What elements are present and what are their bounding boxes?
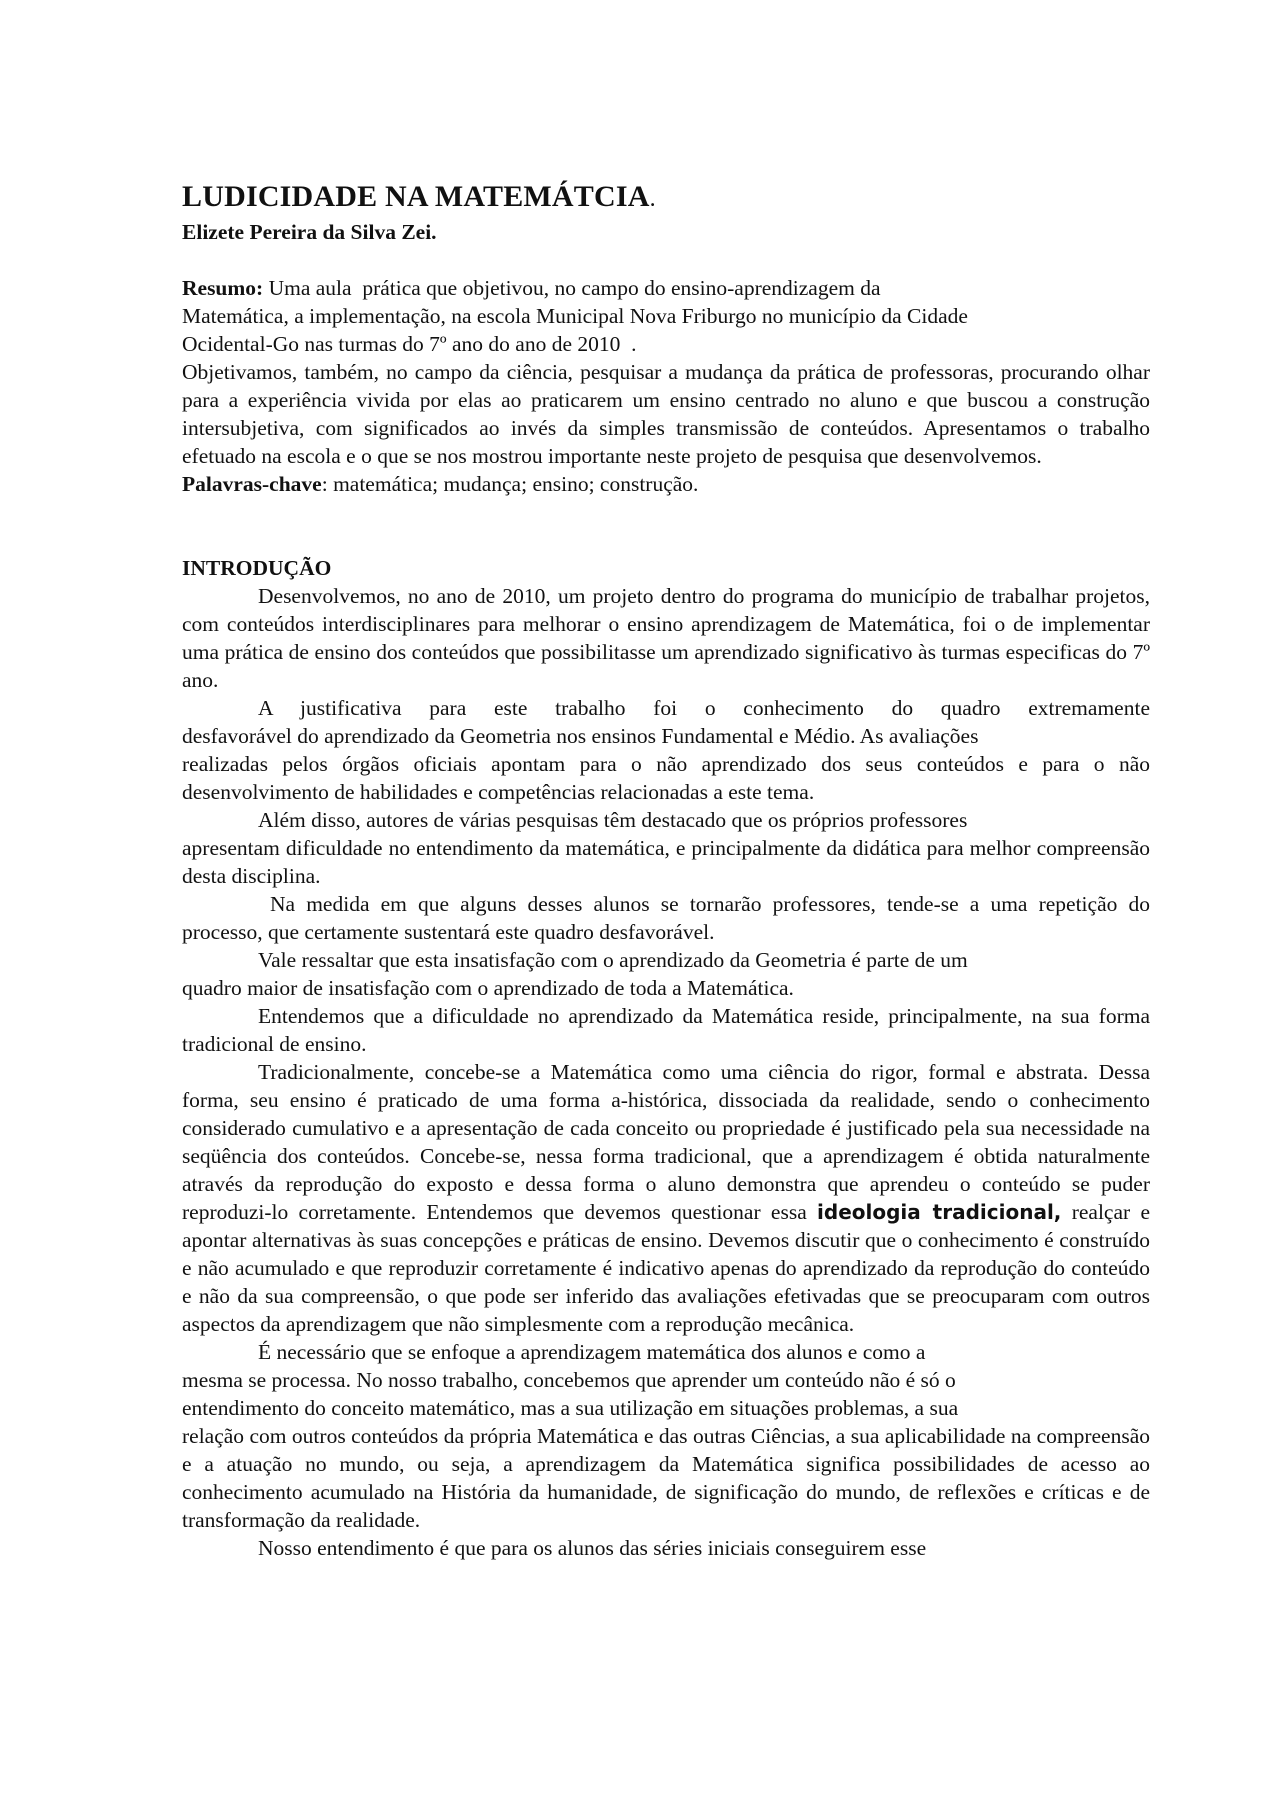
intro-paragraph-5-line-2: quadro maior de insatisfação com o aprendizado de toda a Matemática. <box>182 976 794 1000</box>
intro-paragraph-2-line-2: desfavorável do aprendizado da Geometria nos ensinos Fundamental e Médio. As avaliações <box>182 724 979 748</box>
document-page <box>182 178 1150 1562</box>
introduction-heading: INTRODUÇÃO <box>182 556 332 580</box>
intro-paragraph-4: Na medida em que alguns desses alunos se tornarão professores, tende-se a uma repetição do processo, que certamente sustentará este quadro desfavorável. <box>182 892 1150 944</box>
intro-paragraph-7-part-b: realçar e apontar alternativas às suas concepções e práticas de ensino. Devemos discutir que o conhecimento é construído e não acumulado e que reproduzir corretamente é indicativo apenas do aprendizado da reprodução do conteúdo e não da sua compreensão, o que pode ser inferido das avaliações efetivadas que se preocuparam com outros aspectos da aprendizagem que não simplesmente com a reprodução mecânica. <box>182 1200 1151 1336</box>
abstract-section <box>182 274 1150 498</box>
abstract-line-3: Ocidental-Go nas turmas do 7º ano do ano de 2010 . <box>182 332 637 356</box>
author-name: Elizete Pereira da Silva Zei. <box>182 220 437 244</box>
intro-paragraph-3-line-1: Além disso, autores de várias pesquisas têm destacado que os próprios professores <box>258 808 968 832</box>
abstract-line-1-text: Uma aula prática que objetivou, no campo do ensino-aprendizagem da <box>263 276 881 300</box>
intro-paragraph-8-line-3: entendimento do conceito matemático, mas a sua utilização em situações problemas, a sua <box>182 1396 959 1420</box>
abstract-line-1 <box>182 274 1150 302</box>
title-period: . <box>649 186 656 212</box>
keywords-text: : matemática; mudança; ensino; construção. <box>321 472 699 496</box>
intro-paragraph-3-rest: apresentam dificuldade no entendimento da matemática, e principalmente da didática para melhor compreensão desta disciplina. <box>182 836 1150 888</box>
intro-paragraph-9: Nosso entendimento é que para os alunos das séries iniciais conseguirem esse <box>258 1536 927 1560</box>
intro-paragraph-2-line-1: A justificativa para este trabalho foi o conhecimento do quadro extremamente <box>258 696 1150 720</box>
intro-paragraph-5-line-1: Vale ressaltar que esta insatisfação com o aprendizado da Geometria é parte de um <box>258 948 968 972</box>
abstract-line-2: Matemática, a implementação, na escola Municipal Nova Friburgo no município da Cidade <box>182 304 968 328</box>
intro-paragraph-6: Entendemos que a dificuldade no aprendizado da Matemática reside, principalmente, na sua forma tradicional de ensino. <box>182 1004 1150 1056</box>
intro-paragraph-8-line-1: É necessário que se enfoque a aprendizagem matemática dos alunos e como a <box>258 1340 926 1364</box>
intro-paragraph-7 <box>182 1058 1150 1338</box>
intro-paragraph-7-part-a: Tradicionalmente, concebe-se a Matemática como uma ciência do rigor, formal e abstrata. Dessa forma, seu ensino é praticado de uma forma a-histórica, dissociada da realidade, sendo o conhecimento considerado cumulativo e a apresentação de cada conceito ou propriedade é justificado pela sua necessidade na seqüência dos conteúdos. Concebe-se, nessa forma tradicional, que a aprendizagem é obtida naturalmente através da reprodução do exposto e dessa forma o aluno demonstra que aprendeu o conteúdo se puder reproduzi-lo corretamente. Entendemos que devemos questionar essa <box>182 1060 1150 1224</box>
keywords-label: Palavras-chave <box>182 472 322 496</box>
intro-paragraph-8-rest: relação com outros conteúdos da própria Matemática e das outras Ciências, a sua aplicabilidade na compreensão e a atuação no mundo, ou seja, a aprendizagem da Matemática significa possibilidades de acesso ao conhecimento acumulado na História da humanidade, de significação do mundo, de reflexões e críticas e de transformação da realidade. <box>182 1424 1150 1532</box>
intro-paragraph-1: Desenvolvemos, no ano de 2010, um projeto dentro do programa do município de trabalhar projetos, com conteúdos interdisciplinares para melhorar o ensino aprendizagem de Matemática, foi o de implementar uma prática de ensino dos conteúdos que possibilitasse um aprendizado significativo às turmas especificas do 7º ano. <box>182 584 1150 692</box>
intro-paragraph-8-line-2: mesma se processa. No nosso trabalho, concebemos que aprender um conteúdo não é só o <box>182 1368 956 1392</box>
abstract-paragraph-2: Objetivamos, também, no campo da ciência, pesquisar a mudança da prática de professoras, procurando olhar para a experiência vivida por elas ao praticarem um ensino centrado no aluno e que buscou a construção intersubjetiva, com significados ao invés da simples transmissão de conteúdos. Apresentamos o trabalho efetuado na escola e o que se nos mostrou importante neste projeto de pesquisa que desenvolvemos. <box>182 360 1150 468</box>
keywords <box>182 470 1150 498</box>
document-title: LUDICIDADE NA MATEMÁTCIA. <box>182 180 656 213</box>
abstract-label: Resumo: <box>182 276 264 300</box>
ideologia-tradicional-emphasis: ideologia tradicional, <box>817 1200 1062 1224</box>
introduction-section <box>182 554 1150 1562</box>
intro-paragraph-2-rest: realizadas pelos órgãos oficiais apontam para o não aprendizado dos seus conteúdos e para o não desenvolvimento de habilidades e competências relacionadas a este tema. <box>182 752 1150 804</box>
